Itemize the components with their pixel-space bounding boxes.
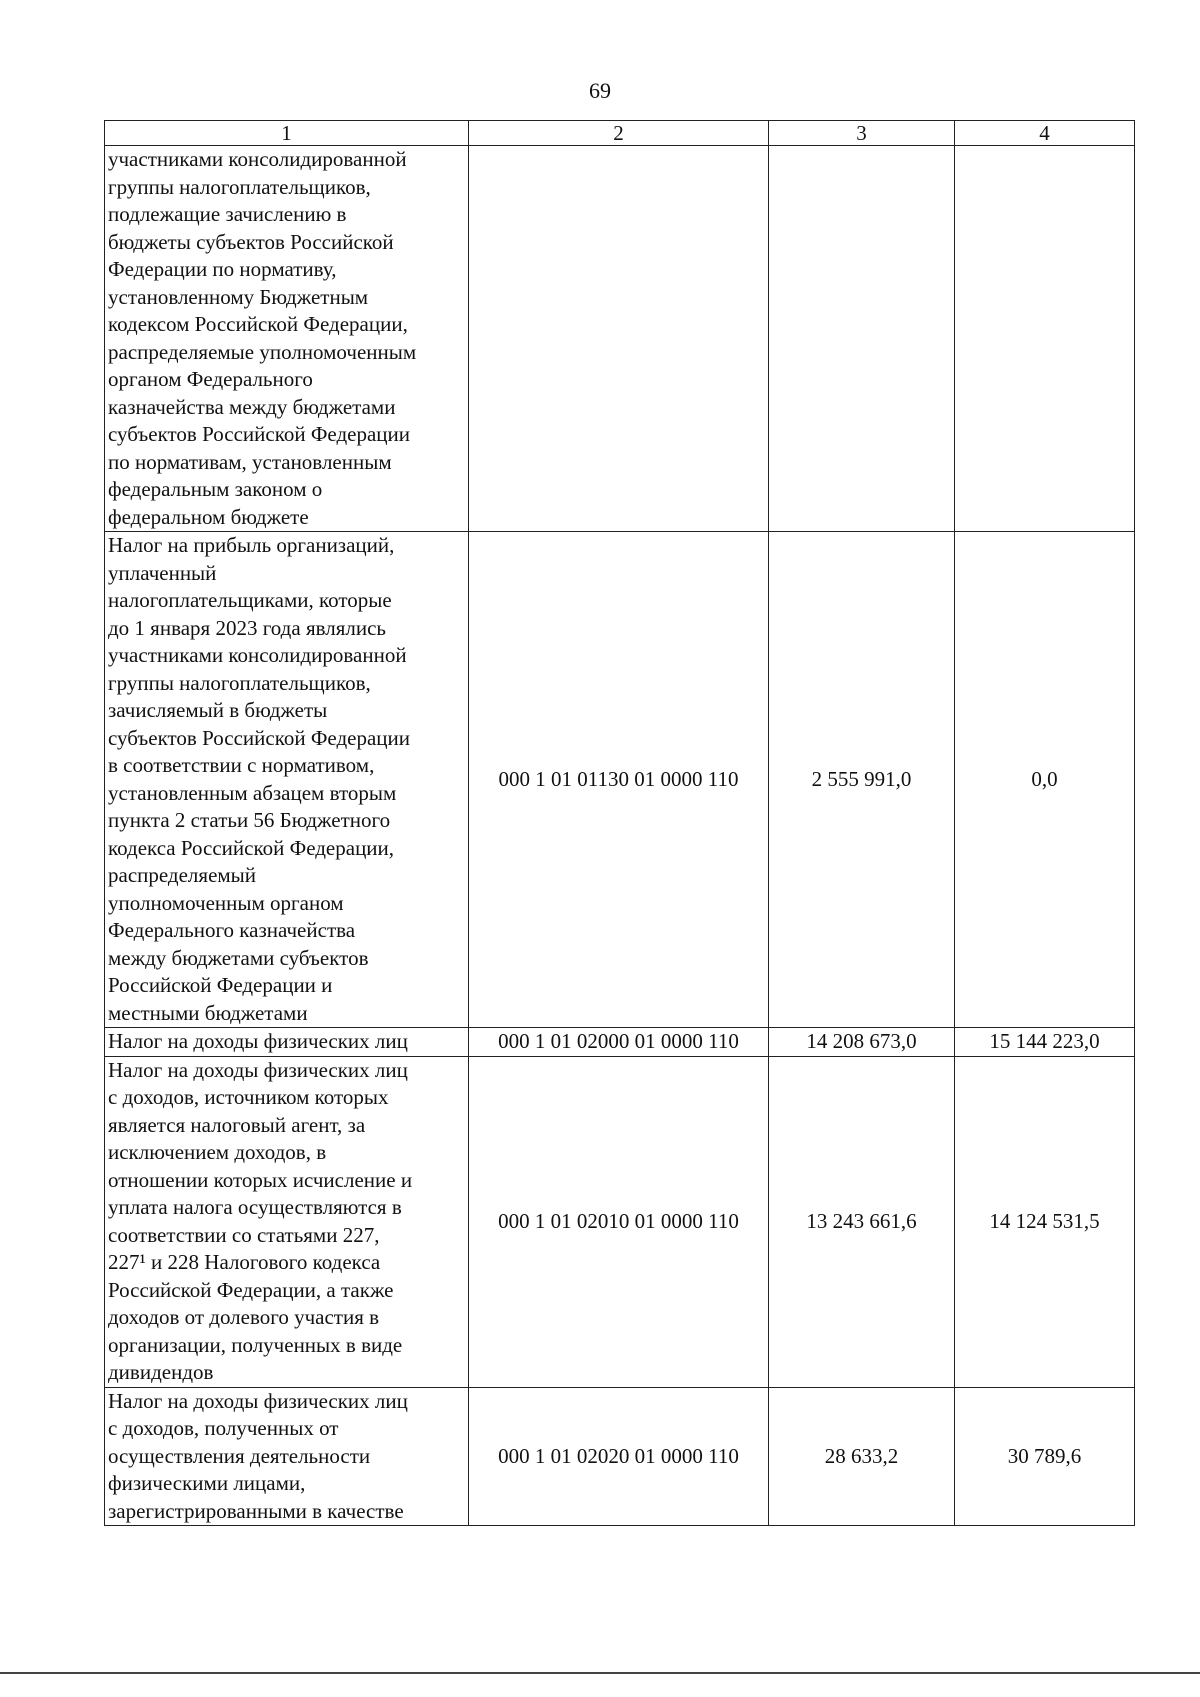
revenue-name-line: федеральном бюджете bbox=[108, 504, 309, 529]
revenue-name-line: бюджеты субъектов Российской bbox=[108, 229, 394, 254]
value-year-2-cell: 15 144 223,0 bbox=[955, 1028, 1135, 1057]
bottom-rule bbox=[0, 1672, 1200, 1674]
revenue-name-line: Российской Федерации и bbox=[108, 973, 333, 997]
revenue-name-line: кодекса Российской Федерации, bbox=[108, 835, 395, 860]
value-year-1-cell: 28 633,2 bbox=[769, 1387, 955, 1526]
table-row bbox=[105, 1056, 1135, 1387]
table-row bbox=[105, 1028, 1135, 1057]
budget-code-cell: 000 1 01 02020 01 0000 110 bbox=[469, 1387, 769, 1526]
table-body bbox=[105, 146, 1135, 1526]
revenue-name-line: Налог на прибыль организаций, bbox=[108, 533, 395, 557]
revenue-name-line: группы налогоплательщиков, bbox=[108, 174, 371, 199]
revenue-name-line: Федерации по нормативу, bbox=[108, 257, 337, 281]
revenue-name-line: участниками консолидированной bbox=[108, 147, 407, 171]
value-year-2-cell: 0,0 bbox=[955, 532, 1135, 1028]
revenue-name-line: доходов от долевого участия в bbox=[108, 1305, 380, 1329]
revenue-name-line: организации, полученных в виде bbox=[108, 1332, 403, 1357]
revenue-name-line: органом Федерального bbox=[108, 367, 313, 391]
budget-code-cell: 000 1 01 01130 01 0000 110 bbox=[469, 532, 769, 1028]
revenue-name-line: зачисляемый в бюджеты bbox=[108, 698, 328, 722]
revenue-name-line: Налог на доходы физических лиц bbox=[108, 1029, 408, 1053]
table-row bbox=[105, 146, 1135, 532]
revenue-name-line: дивидендов bbox=[108, 1360, 214, 1384]
revenue-table bbox=[104, 120, 1135, 1526]
revenue-name-line: соответствии со статьями 227, bbox=[108, 1222, 380, 1247]
value-year-2-cell bbox=[955, 146, 1135, 532]
revenue-name-line: установленному Бюджетным bbox=[108, 284, 369, 309]
table-row bbox=[105, 532, 1135, 1028]
revenue-name-line: зарегистрированными в качестве bbox=[108, 1498, 404, 1523]
revenue-name-line: субъектов Российской Федерации bbox=[108, 725, 411, 750]
revenue-name-line: подлежащие зачислению в bbox=[108, 202, 347, 226]
revenue-name-line: участниками консолидированной bbox=[108, 643, 407, 667]
header-col-1: 1 bbox=[105, 121, 469, 146]
revenue-name-line: казначейства между бюджетами bbox=[108, 394, 396, 419]
revenue-name-line: Налог на доходы физических лиц bbox=[108, 1388, 408, 1413]
revenue-name-line: пункта 2 статьи 56 Бюджетного bbox=[108, 808, 391, 832]
value-year-1-cell: 2 555 991,0 bbox=[769, 532, 955, 1028]
revenue-name-line: уплаченный bbox=[108, 560, 217, 585]
revenue-name-line: Российской Федерации, а также bbox=[108, 1277, 394, 1302]
revenue-name-line: распределяемый bbox=[108, 863, 257, 887]
revenue-name-cell bbox=[105, 532, 469, 1028]
header-col-2: 2 bbox=[469, 121, 769, 146]
value-year-1-cell bbox=[769, 146, 955, 532]
header-col-3: 3 bbox=[769, 121, 955, 146]
revenue-name-line: по нормативам, установленным bbox=[108, 449, 392, 474]
revenue-name-line: исключением доходов, в bbox=[108, 1140, 327, 1164]
value-year-1-cell: 13 243 661,6 bbox=[769, 1056, 955, 1387]
revenue-name-line: до 1 января 2023 года являлись bbox=[108, 615, 386, 640]
revenue-name-line: кодексом Российской Федерации, bbox=[108, 312, 408, 336]
header-col-4: 4 bbox=[955, 121, 1135, 146]
revenue-name-line: с доходов, полученных от bbox=[108, 1416, 339, 1440]
revenue-name-line: уплата налога осуществляются в bbox=[108, 1195, 402, 1219]
budget-code-cell: 000 1 01 02000 01 0000 110 bbox=[469, 1028, 769, 1057]
table-row bbox=[105, 1387, 1135, 1526]
revenue-name-line: местными бюджетами bbox=[108, 1000, 308, 1025]
table-header-row bbox=[105, 121, 1135, 146]
budget-code-cell: 000 1 01 02010 01 0000 110 bbox=[469, 1056, 769, 1387]
revenue-name-line: субъектов Российской Федерации bbox=[108, 422, 411, 446]
value-year-1-cell: 14 208 673,0 bbox=[769, 1028, 955, 1057]
revenue-name-line: отношении которых исчисление и bbox=[108, 1167, 413, 1192]
revenue-name-line: установленным абзацем вторым bbox=[108, 780, 397, 805]
revenue-name-line: налогоплательщиками, которые bbox=[108, 588, 392, 612]
budget-code-cell bbox=[469, 146, 769, 532]
revenue-name-line: между бюджетами субъектов bbox=[108, 945, 369, 970]
revenue-name-line: уполномоченным органом bbox=[108, 890, 344, 915]
revenue-name-cell bbox=[105, 146, 469, 532]
revenue-name-line: в соответствии с нормативом, bbox=[108, 753, 375, 777]
revenue-name-line: распределяемые уполномоченным bbox=[108, 339, 417, 364]
revenue-name-cell bbox=[105, 1056, 469, 1387]
revenue-name-line: 227¹ и 228 Налогового кодекса bbox=[108, 1250, 381, 1274]
revenue-name-line: группы налогоплательщиков, bbox=[108, 670, 371, 695]
revenue-name-line: с доходов, источником которых bbox=[108, 1085, 389, 1109]
revenue-name-line: федеральным законом о bbox=[108, 477, 323, 501]
revenue-name-line: является налоговый агент, за bbox=[108, 1112, 366, 1137]
revenue-name-line: Федерального казначейства bbox=[108, 918, 356, 942]
revenue-name-line: физическими лицами, bbox=[108, 1471, 306, 1495]
revenue-name-line: осуществления деятельности bbox=[108, 1443, 371, 1468]
page-number: 69 bbox=[589, 78, 611, 103]
revenue-name-cell bbox=[105, 1387, 469, 1526]
value-year-2-cell: 14 124 531,5 bbox=[955, 1056, 1135, 1387]
revenue-name-cell bbox=[105, 1028, 469, 1057]
value-year-2-cell: 30 789,6 bbox=[955, 1387, 1135, 1526]
revenue-name-line: Налог на доходы физических лиц bbox=[108, 1057, 408, 1082]
